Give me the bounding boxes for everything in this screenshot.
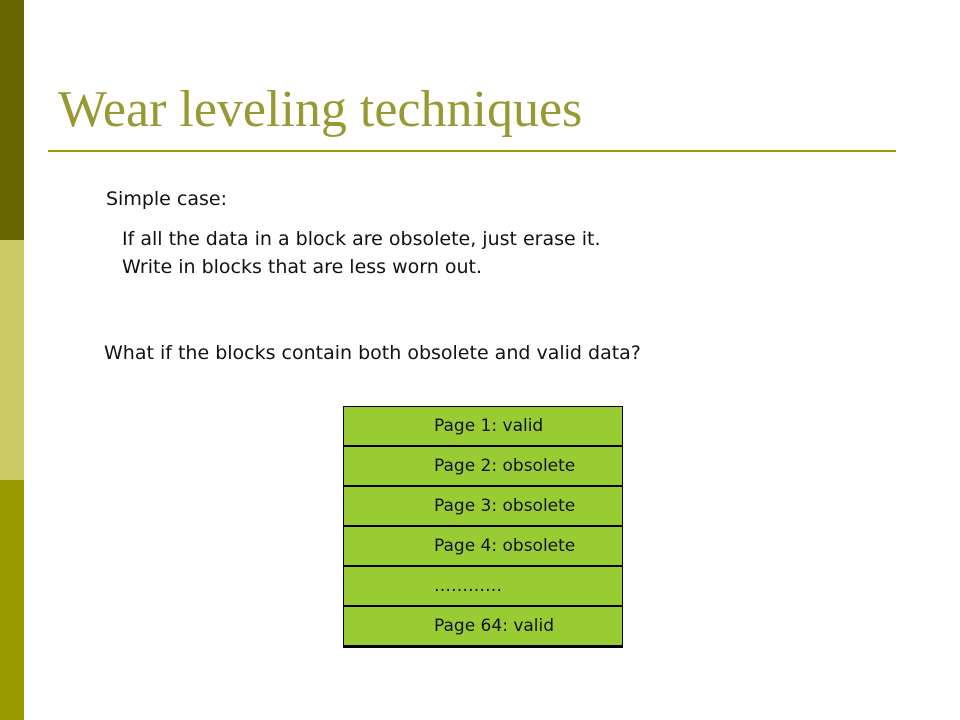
sidebar-segment-mid [0,480,24,720]
page-row: Page 1: valid [344,407,622,445]
title-divider [48,150,896,152]
page-row: Page 3: obsolete [344,487,622,525]
question-text: What if the blocks contain both obsolete and valid data? [104,342,641,364]
page-row-ellipsis: ………… [344,567,622,605]
write-rule-text: Write in blocks that are less worn out. [122,256,482,278]
erase-rule-text: If all the data in a block are obsolete, just erase it. [122,228,601,250]
simple-case-label: Simple case: [106,188,227,210]
page-row: Page 64: valid [344,607,622,645]
flash-block-diagram [343,406,623,648]
sidebar-decoration [0,0,24,720]
page-row: Page 4: obsolete [344,527,622,565]
sidebar-segment-light [0,240,24,480]
sidebar-segment-dark [0,0,24,240]
slide-title: Wear leveling techniques [58,81,583,138]
page-row: Page 2: obsolete [344,447,622,485]
